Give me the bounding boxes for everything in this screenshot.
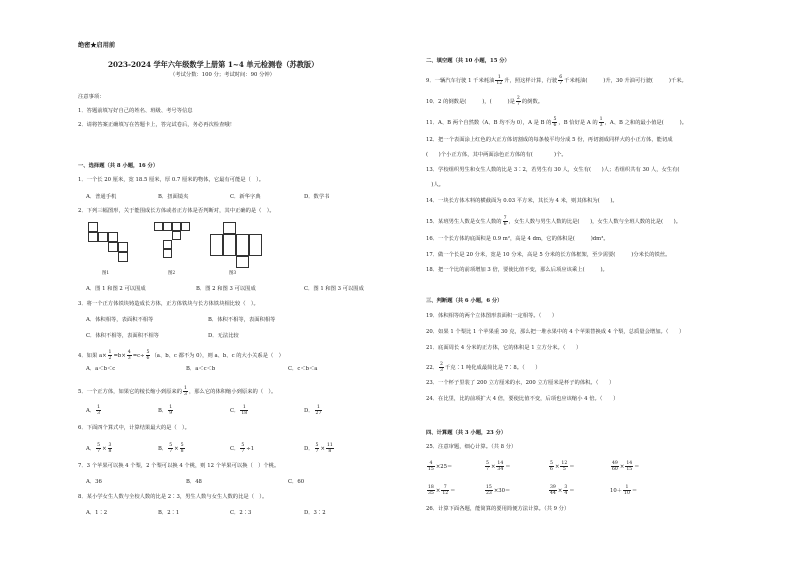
q6-option-a[interactable]: A． $\frac{5}{7}$ × $\frac{3}{8}$ xyxy=(86,443,112,454)
q3-option-c[interactable]: C．体积不相等，表面积不相等 xyxy=(86,333,159,339)
q5-option-a[interactable]: A． $\frac{1}{3}$ xyxy=(86,405,101,416)
q6-option-c[interactable]: C． $\frac{5}{7}$ ÷1 xyxy=(230,443,255,454)
question-5: 5．一个正方体，如果它的棱长缩小到原来的 $\frac{1}{3}$ ，那么它的体积缩小到原来的（ ）。 xyxy=(78,386,277,397)
q8-option-c[interactable]: C．2∶3 xyxy=(230,510,252,516)
question-25: 25．注意审题，细心计算。（共 8 分） xyxy=(426,444,517,450)
question-1: 1．一个长 20 厘米，宽 18.5 厘米，厚 0.7 厘米的物体，它最有可能是（ ）。 xyxy=(78,177,265,183)
calc-item: 10＋ $\frac{1}{10}$ ＝ xyxy=(610,485,638,496)
q3-option-d[interactable]: D．无法比较 xyxy=(208,333,239,339)
q6-option-b[interactable]: B． $\frac{5}{7}$ × $\frac{5}{8}$ xyxy=(158,443,184,454)
note-2: 2．请将答案正确填写在答题卡上，答完试卷后，务必再次检查哦！ xyxy=(78,122,235,128)
calc-item: $\frac{15}{23}$ ×30＝ xyxy=(486,485,511,496)
q7-option-b[interactable]: B．48 xyxy=(186,479,202,485)
figure-3-label: 图3 xyxy=(229,271,237,276)
question-6: 6．下面四个算式中，计算结果最大的是（ ）。 xyxy=(78,425,190,431)
question-26: 26．计算下面各题，能简算的要用简便方法计算。（共 9 分） xyxy=(426,506,570,512)
calc-item: $\frac{18}{35}$ × $\frac{7}{12}$ ＝ xyxy=(428,485,456,496)
section-3-heading: 三、判断题（共 6 小题，6 分） xyxy=(426,298,503,304)
question-13-line-2: )人。 xyxy=(426,182,444,188)
question-23: 23．一个杯子里装了 200 立方厘米的水，200 立方厘米是杯子的体积。（ ） xyxy=(426,380,615,386)
calc-item: $\frac{5}{6}$ × $\frac{12}{5}$ ＝ xyxy=(550,461,575,472)
question-20: 20．如果 1 个梨比 1 个苹果重 30 克，那么把一堆水果中的 4 个苹果替换成 4 个梨，总质量会增加。（ ） xyxy=(426,329,685,335)
q1-option-b[interactable]: B．扭面镜夹 xyxy=(158,194,189,200)
question-4: 4．如果 a× $\frac{1}{2}$ =b× $\frac{4}{3}$ =c÷ $\frac{5}{6}$ （a、b、c 都不为 0），则 a、b、c 的大小关系是（ ） xyxy=(78,350,284,361)
q4-option-c[interactable]: C．c＜b＜a xyxy=(288,366,318,372)
question-18: 18．把一个比的前项增加 3 倍，要使比值不变，那么后项应该乘上( )。 xyxy=(426,267,608,273)
q1-option-a[interactable]: A．普通手机 xyxy=(86,194,117,200)
net-figure-3 xyxy=(210,222,262,272)
question-7: 7．3 个苹果可以换 4 个梨，2 个梨可以换 4 个桃，则 12 个苹果可以换（ ）个桃。 xyxy=(78,463,280,469)
figure-1-label: 图1 xyxy=(102,271,110,276)
question-24: 24．在比里，比的前项扩大 4 倍，要使比值不变，后项也应该缩小 4 倍。（ ） xyxy=(426,396,619,402)
calc-item: $\frac{5}{7}$ × $\frac{14}{34}$ ＝ xyxy=(486,461,511,472)
q3-option-b[interactable]: B．体积不相等，表面积相等 xyxy=(208,317,276,323)
question-12-line-1: 12．把一个表面涂上红色的大正方体切割成的每条棱平均分成 5 份，再切割成同样大的小正方体，能切成 xyxy=(426,137,673,143)
fraction: $\frac{5}{6}$ xyxy=(146,350,150,361)
question-10: 10．2 的倒数是( )，( )是 $\frac{2}{7}$ 的倒数。 xyxy=(426,96,544,107)
question-16: 16．一个长方体的底面积是 0.9 m²，高是 4 dm，它的体积是( )dm³。 xyxy=(426,236,609,242)
q7-option-c[interactable]: C．60 xyxy=(288,479,305,485)
q6-option-d[interactable]: D． $\frac{5}{7}$ × $\frac{11}{8}$ xyxy=(304,443,333,454)
net-figure-1 xyxy=(88,222,128,272)
q4-option-a[interactable]: A．a＜b＜c xyxy=(86,366,116,372)
calc-item: $\frac{4}{15}$ ×25＝ xyxy=(428,461,453,472)
q5-option-d[interactable]: D． $\frac{1}{27}$ xyxy=(304,405,322,416)
secret-label: 绝密★启用前 xyxy=(78,42,116,49)
q8-option-a[interactable]: A．1∶2 xyxy=(86,510,108,516)
question-14: 14．一块长方体木料的横截面为 0.03 平方米，其长为 4 米，则其体积为( )。 xyxy=(426,198,618,204)
q3-option-a[interactable]: A．体积相等，表面积不相等 xyxy=(86,317,154,323)
q8-option-d[interactable]: D．3∶2 xyxy=(304,510,326,516)
calc-item: $\frac{39}{44}$ × $\frac{3}{4}$ ＝ xyxy=(550,485,575,496)
question-15: 15．某班男生人数是女生人数的 $\frac{7}{6}$ ，女生人数与男生人数的比是( )，女生人数与全班人数的比是( )。 xyxy=(426,216,682,227)
fraction: $\frac{1}{3}$ xyxy=(184,386,187,397)
question-11: 11．A、B 两个自然数（A、B 均不为 0），A 是 B 的 $\frac{5}{6}$ ，B 恰好是 A 的 $\frac{1}{3}$ ，A、B 之和的最小值是( )。 xyxy=(426,117,688,128)
fraction: $\frac{1}{2}$ xyxy=(108,350,112,361)
section-1-heading: 一、选择题（共 8 小题，16 分） xyxy=(78,163,159,169)
calc-item: $\frac{49}{60}$ × $\frac{14}{15}$ ＝ xyxy=(612,461,640,472)
question-21: 21．底面周长 4 分米的正方体，它的体积是 1 立方分米。（ ） xyxy=(426,345,582,351)
figure-2-label: 图2 xyxy=(168,271,176,276)
q5-option-b[interactable]: B． $\frac{1}{9}$ xyxy=(158,405,173,416)
exam-info: （考试分数：100 分；考试时间：90 分钟） xyxy=(170,72,275,78)
question-8: 8．某小学女生人数与全校人数的比是 2∶3，男生人数与女生人数的比是（ ）。 xyxy=(78,494,268,500)
q5-option-c[interactable]: C． $\frac{1}{18}$ xyxy=(230,405,248,416)
q7-option-a[interactable]: A．36 xyxy=(86,479,102,485)
note-1: 1．答题前填写好自己的姓名、班级、考号等信息 xyxy=(78,108,193,114)
q1-option-c[interactable]: C．新华字典 xyxy=(230,194,261,200)
q2-option-c[interactable]: C．图 1 和图 3 可以围成 xyxy=(304,286,364,292)
question-9: 9．一辆汽车行驶 1 千米耗油 $\frac{1}{12}$ 升，照这样计算，行驶 $\frac{6}{7}$ 千米耗油( )升，30 升油可行驶( )千米。 xyxy=(426,75,687,86)
q8-option-b[interactable]: B．2∶1 xyxy=(158,510,180,516)
q4-option-b[interactable]: B．a＜c＜b xyxy=(186,366,216,372)
notes-heading: 注意事项： xyxy=(78,94,105,100)
section-4-heading: 四、计算题（共 3 小题，23 分） xyxy=(426,430,507,436)
section-2-heading: 二、填空题（共 10 小题，15 分） xyxy=(426,58,510,64)
net-figure-2 xyxy=(154,222,190,272)
fraction: $\frac{4}{3}$ xyxy=(127,350,131,361)
question-2: 2．下列三幅图形，关于能围成长方体或者正方体是否判断对，其中正确的是（ ）。 xyxy=(78,208,275,214)
q2-option-a[interactable]: A．图 1 和图 2 可以围成 xyxy=(86,286,146,292)
question-3: 3．将一个正方体铁块铸造成长方体，正方体铁块与长方体铁块相比较（ ）。 xyxy=(78,301,259,307)
question-13-line-1: 13．学校组织男生和女生人数的比是 3∶2，若男生有 30 人，女生有( )人；若组织共有 30 人，女生有( xyxy=(426,167,680,173)
question-12-line-2: ( )个小正方体，其中两面涂色正方体的有( )个。 xyxy=(426,152,567,158)
q1-option-d[interactable]: D．数学书 xyxy=(304,194,330,200)
question-19: 19．体积相等的两个立体图形表面积一定相等。（ ） xyxy=(426,313,558,319)
q2-option-b[interactable]: B．图 2 和图 3 可以围成 xyxy=(196,286,256,292)
question-22: 22． $\frac{2}{3}$ 千克∶1 吨化成最简比是 7∶8。（ ） xyxy=(426,362,541,373)
question-17: 17．做一个长是 20 分米，宽是 10 分米，高是 5 分米的长方体框架，至少需要( )分米长的铁丝。 xyxy=(426,252,671,258)
page-title: 2023-2024 学年六年级数学上册第 1~4 单元检测卷（苏教版） xyxy=(108,60,319,69)
